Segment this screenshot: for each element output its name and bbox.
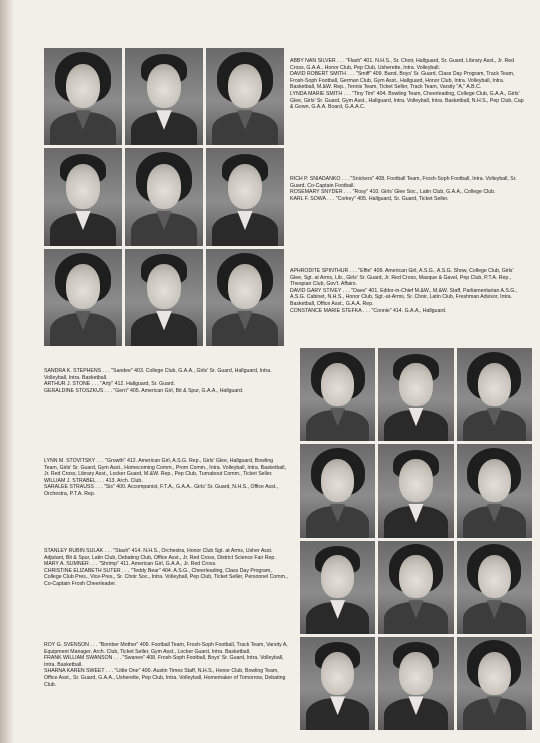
portrait-photo bbox=[300, 348, 375, 441]
portrait-photo bbox=[125, 148, 203, 245]
bio-block-stephens-stoszkus: SANDRA K. STEPHENS . . . "Sandee" 403. College Club, G.A.A., Girls' Sr. Guard, Hallguard, Intra. Volleyball, Intra. Basketball. ARTHUR J. STONE . . . "Arty" 412. Hallguard, Sr. Guard. GERALDINE STOSZKUS . . . "Gerri" 405. American Girl, Bit & Spur, G.A.A., Hallguard. bbox=[44, 368, 272, 394]
portrait-photo bbox=[378, 444, 453, 537]
portrait-photo bbox=[378, 348, 453, 441]
bio-block-sulak-suter: STANLEY RUBIN SULAK . . . "Stash" 414. N.H.S., Orchestra, Honor Club Sgt. at Arms, Usher Asst. Adjutant, Bit & Spur, Latin Club, Debating Club, Office Asst., Jr. Red Cross, District Science Fair Rep. MARY A. SUMNER . . . "Shrimp" 411. American Girl, G.A.A., Jr. Red Cross. CHRISTINE ELIZABETH SUTER . . . "Teddy Bear" 404. A.S.G., Cheerleading, Class Day Program, College Club Pres., Vice-Pres., Sr. Choir Soc., Intra. Volleyball, Pep Club, Ticket Seller, Personnel Comm., Co-Captain Frosh Cheerleader. bbox=[44, 548, 288, 587]
portrait-photo bbox=[206, 48, 284, 145]
portrait-photo bbox=[378, 637, 453, 730]
portrait-photo bbox=[44, 48, 122, 145]
portrait-photo bbox=[125, 48, 203, 145]
page-gutter-shadow bbox=[0, 0, 14, 743]
bio-block-silver-smith: ABBY NAN SILVER . . . "Flash" 401. N.H.S., Sr. Choir, Hallguard, Sr. Guard, Library Asst., Jr. Red Cross, G.A.A., Honor Club, Pep Club, Usherette, Intra. Volleyball. DAVID ROBERT SMITH . . . "Smiff" 409. Band, Boys' Sr. Guard, Class Day Program, Track Team, Frosh-Soph Football, German Club, Gym Asst., Hallguard, Honor Club, Intra. Volleyball, Intra. Basketball, M.&W. Rep., Tennis Team, Ticket Seller, Track Team, Varsity "A," A.B.C. LYNDA MARIE SMITH . . . "Tiny Tim" 404. Bowling Team, Cheerleading, College Club, G.A.A., Girls' Glee, Girls' Sr. Guard, Gym Asst., Hallguard, Intra. Volleyball, Intra. Basketball, N.H.S., Pep Club, Cap & Gown, G.A.A. Board, G.A.A.C. bbox=[290, 58, 524, 111]
portrait-photo bbox=[457, 444, 532, 537]
portrait-photo bbox=[378, 541, 453, 634]
bio-block-stovitsky-strauss: LYNN M. STOVITSKY . . . "Growth" 412. American Girl, A.S.G. Rep., Girls' Glee, Hallguard, Bowling Team, Girls' Sr. Guard, Gym Asst., Homecoming Comm., Prom Comm., Intra. Volleyball, Intra. Basketball, Jr. Red Cross, Library Asst., Locker Guard, M.&W. Rep., Pep Club, Turnabout Comm., Ticket Seller. WILLIAM J. STRABEL . . . 413. Arch. Club. SARALEE STRAUSS . . . "Sis" 400. Accompanist, F.T.A., G.A.A., Girls' Sr. Guard, N.H.S., Office Asst., Orchestra, P.T.A. Rep. bbox=[44, 458, 286, 497]
bio-block-svenson-sweet: ROY G. SVENSON . . . "Bomber Mother" 409. Football Team, Frosh-Soph Football, Track Team, Varsity A, Equipment Manager, Arch. Club, Ticket Seller, Gym Asst., Locker Guard, Intra. Basketball. FRANK WILLIAM SWANSON . . . "Swanee" 408. Frosh-Soph Football, Boys' Sr. Guard, Intra. Volleyball, Intra. Basketball. SHARNA KAREN SWEET . . . "Little One" 400. Austin Times Staff, N.H.S., Honor Club, Bowling Team, Office Asst., Sr. Guard, G.A.A., Usherette, Pep Club, Intra. Volleyball, Homemaker of Tomorrow, Debating Club. bbox=[44, 642, 288, 688]
portrait-photo bbox=[206, 249, 284, 346]
bio-block-spinthur-stefka: APHRODITE SPINTHUR . . . "Effie" 409. American Girl, A.S.G., A.S.G. Show, College Club, Girls' Glee, Sgt. at Arms, Lib., Girls' Sr. Guard, Jr. Red Cross, Masque & Gavel, Pep Club, P.T.A. Rep., Thespian Club, Gov't. Affairs. DAVID GARY STIVEY . . . "Dave" 401. Editor-in-Chief M.&W., M.&W. Staff, Parliamentarian A.S.G., A.S.G. Cabinet, N.H.S., Honor Club, Sgt.-at-Arms, Sr. Choir, Latin Club, Freshman Advisor, Intra. Basketball, Office Asst., G.A.A. Rep. CONSTANCE MARIE STEFKA . . . "Connie" 414. G.A.A., Hallguard. bbox=[290, 268, 518, 314]
photo-grid-top bbox=[44, 48, 284, 346]
portrait-photo bbox=[300, 541, 375, 634]
portrait-photo bbox=[457, 541, 532, 634]
portrait-photo bbox=[125, 249, 203, 346]
portrait-photo bbox=[457, 637, 532, 730]
bio-block-sniadanko-sowa: RICH P. SNIADANKO . . . "Snickers" 408. Football Team, Frosh-Soph Football, Intra. Volleyball, Sr. Guard, Co-Captain Football. ROSEMARY SNYDER . . . "Rosy" 410. Girls' Glee Soc., Latin Club, G.A.A., College Club. KARL F. SOWA . . . "Corkey" 405. Hallguard, Sr. Guard, Ticket Seller. bbox=[290, 176, 517, 202]
portrait-photo bbox=[206, 148, 284, 245]
portrait-photo bbox=[457, 348, 532, 441]
portrait-photo bbox=[300, 637, 375, 730]
portrait-photo bbox=[44, 249, 122, 346]
portrait-photo bbox=[300, 444, 375, 537]
portrait-photo bbox=[44, 148, 122, 245]
photo-grid-bottom bbox=[300, 348, 532, 730]
